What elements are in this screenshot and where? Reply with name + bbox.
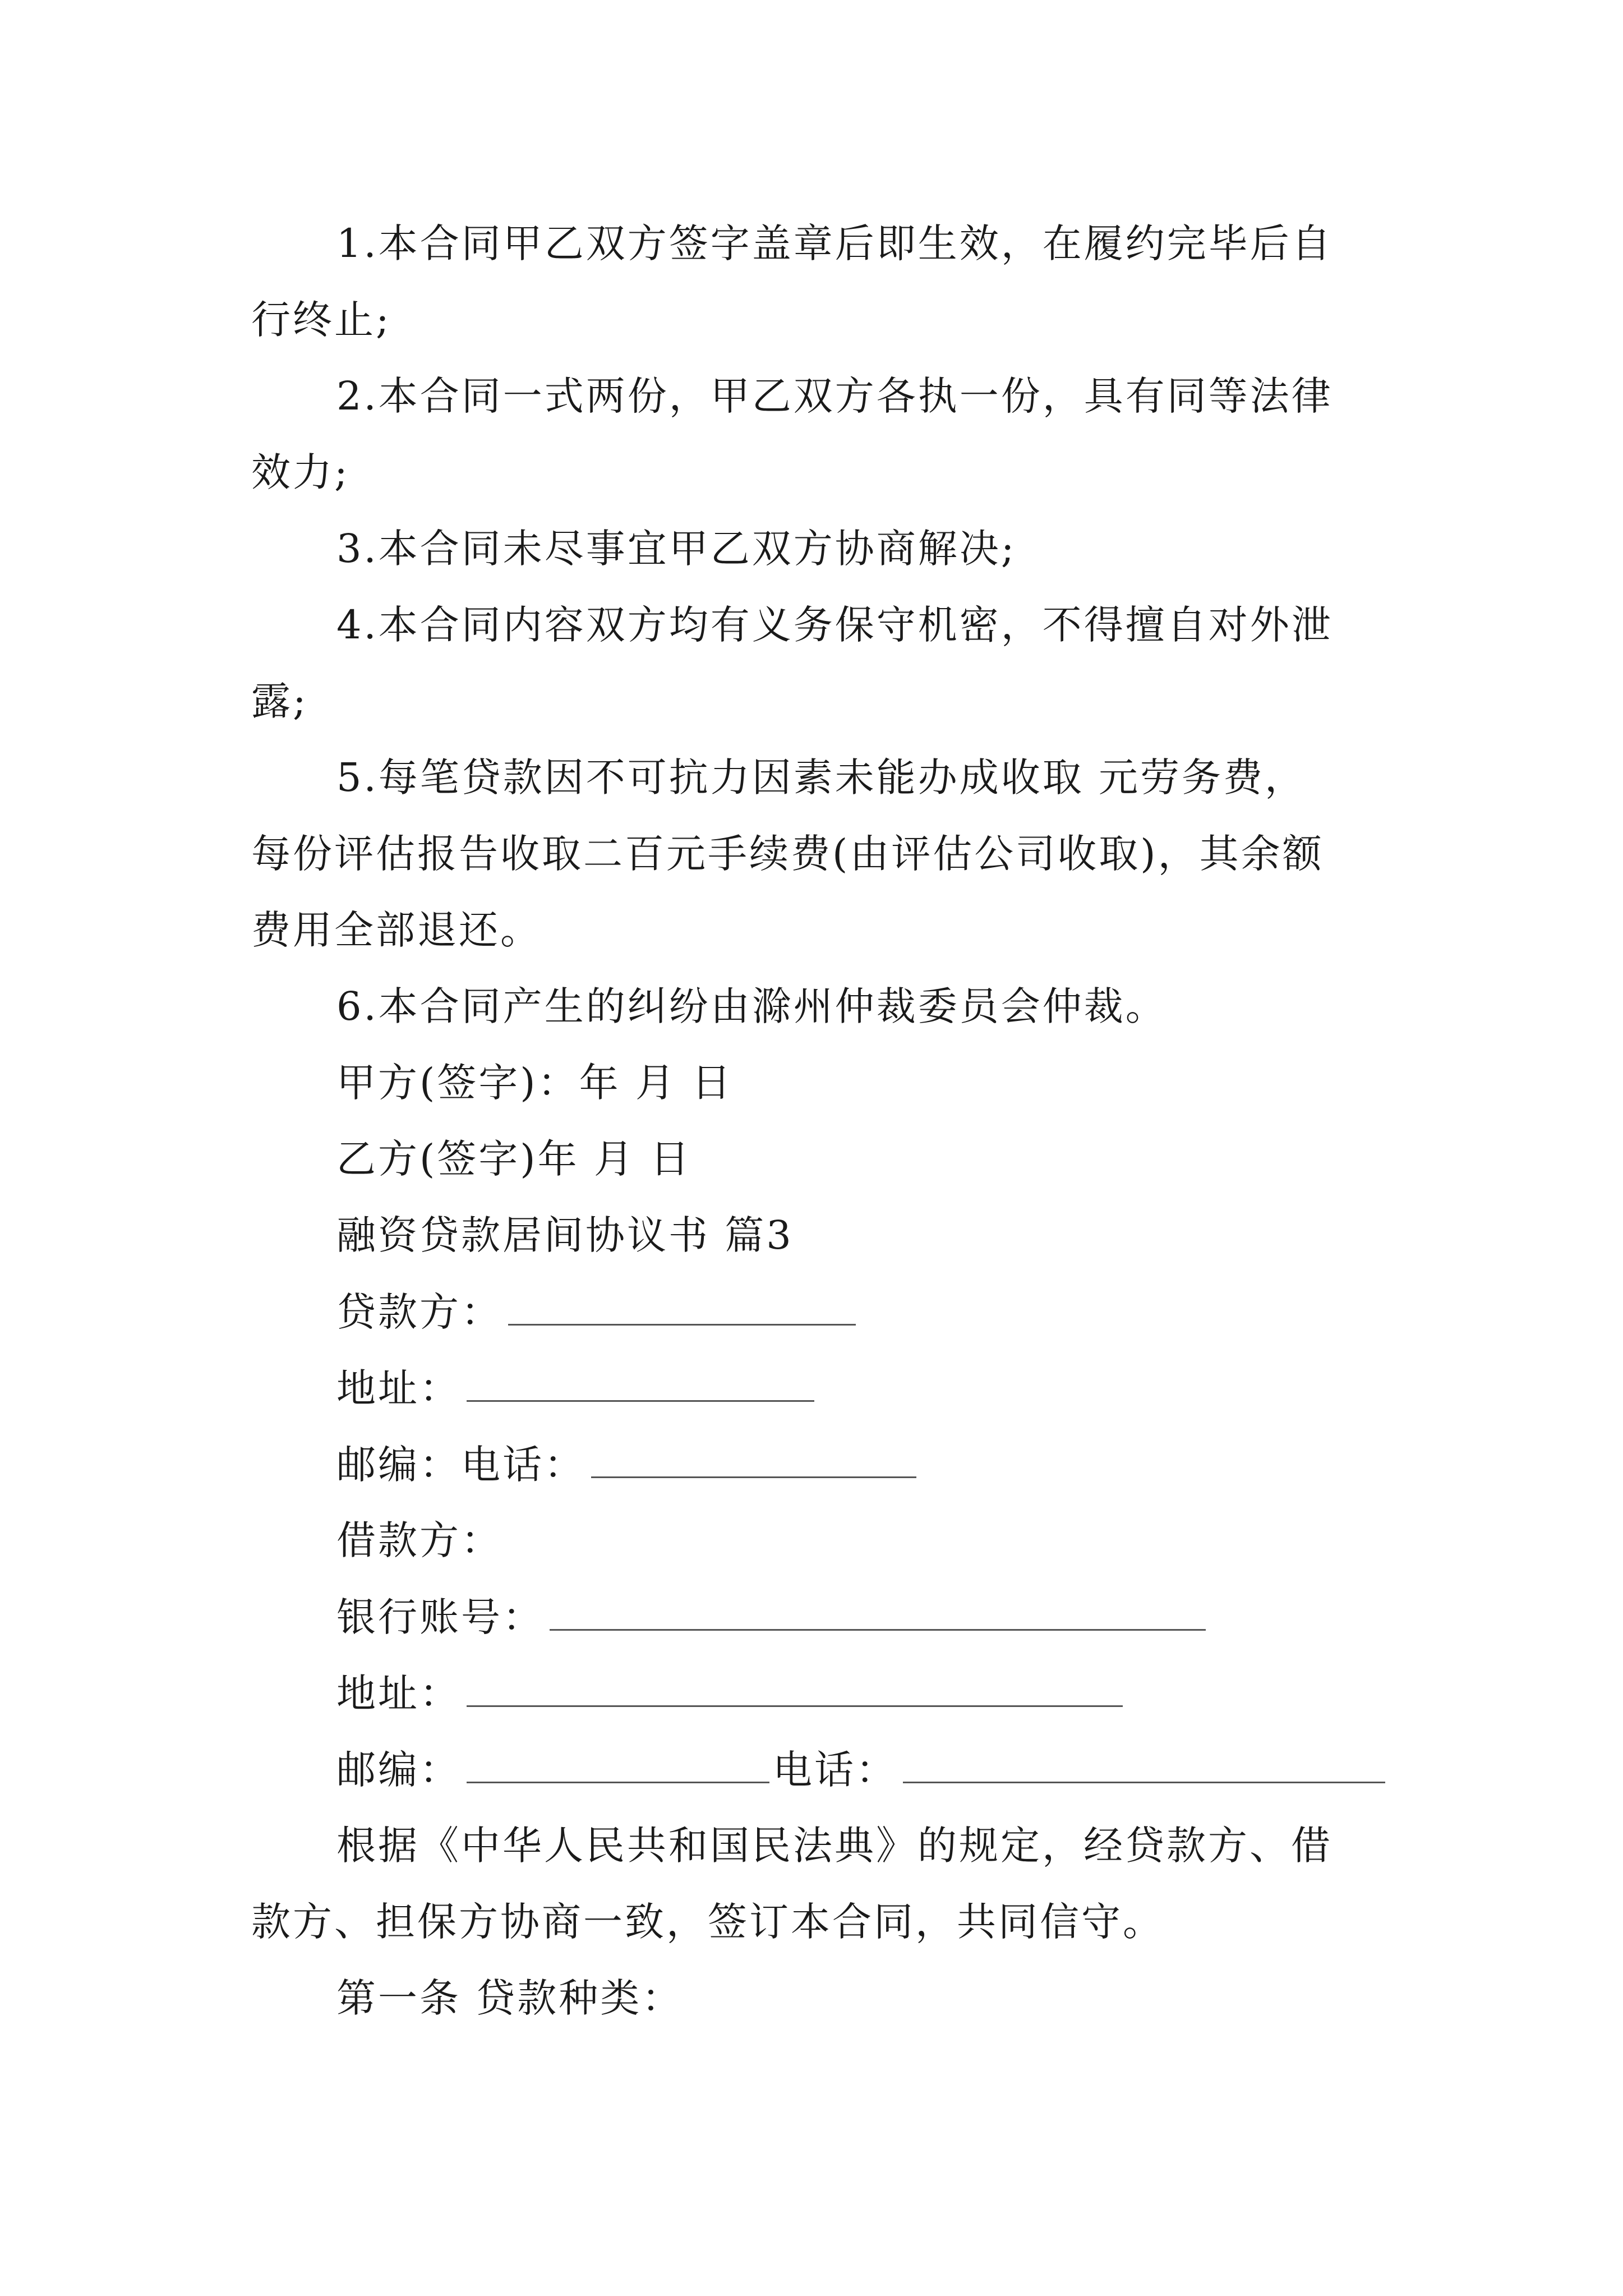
lender-address-row [336, 1361, 814, 1415]
clause-5-line-2: 每份评估报告收取二百元手续费(由评估公司收取)，其余额 [251, 831, 1324, 877]
borrower-postcode-label: 邮编： [336, 1747, 461, 1793]
clause-5-line-3: 费用全部退还。 [251, 907, 542, 953]
clause-4-line-2: 露; [251, 678, 308, 724]
clause-2-line-1: 2.本合同一式两份，甲乙双方各执一份，具有同等法律 [336, 373, 1333, 419]
borrower-phone-label: 电话： [773, 1747, 897, 1793]
lender-phone-blank[interactable] [591, 1437, 916, 1478]
borrower-phone-blank[interactable] [903, 1742, 1385, 1783]
clause-1-line-1: 1.本合同甲乙双方签字盖章后即生效，在履约完毕后自 [336, 220, 1333, 266]
preamble-line-2: 款方、担保方协商一致，签订本合同，共同信守。 [251, 1899, 1164, 1945]
bank-account-blank[interactable] [550, 1590, 1206, 1631]
clause-4-line-1: 4.本合同内容双方均有义务保守机密，不得擅自对外泄 [336, 602, 1333, 648]
clause-6: 6.本合同产生的纠纷由滁州仲裁委员会仲裁。 [336, 983, 1167, 1029]
lender-postcode-phone-row [336, 1437, 916, 1492]
clause-5-line-1: 5.每笔贷款因不可抗力因素未能办成收取 元劳务费， [336, 754, 1307, 800]
lender-postcode-phone-label: 邮编：电话： [336, 1442, 585, 1488]
section-title: 融资贷款居间协议书 篇3 [336, 1212, 794, 1258]
party-b-signature: 乙方(签字)年 月 日 [336, 1136, 692, 1182]
clause-2-line-2: 效力; [251, 449, 350, 495]
lender-address-blank[interactable] [467, 1361, 814, 1402]
borrower-postcode-phone-row [336, 1742, 1385, 1797]
borrower-address-blank[interactable] [467, 1666, 1123, 1707]
lender-address-label: 地址： [336, 1365, 461, 1411]
borrower-postcode-blank[interactable] [467, 1742, 769, 1783]
preamble-line-1: 根据《中华人民共和国民法典》的规定，经贷款方、借 [336, 1823, 1332, 1869]
clause-1-line-2: 行终止; [251, 297, 391, 343]
borrower-address-row [336, 1666, 1123, 1720]
article-1-heading: 第一条 贷款种类： [336, 1975, 684, 2021]
borrower-address-label: 地址： [336, 1671, 461, 1717]
borrower-label: 借款方： [336, 1517, 502, 1563]
bank-account-row [336, 1590, 1206, 1644]
lender-label: 贷款方： [336, 1289, 502, 1335]
lender-row [336, 1285, 856, 1339]
lender-blank[interactable] [508, 1285, 856, 1326]
clause-3: 3.本合同未尽事宜甲乙双方协商解决; [336, 526, 1017, 572]
party-a-signature: 甲方(签字)：年 月 日 [336, 1060, 734, 1106]
bank-account-label: 银行账号： [336, 1594, 544, 1640]
